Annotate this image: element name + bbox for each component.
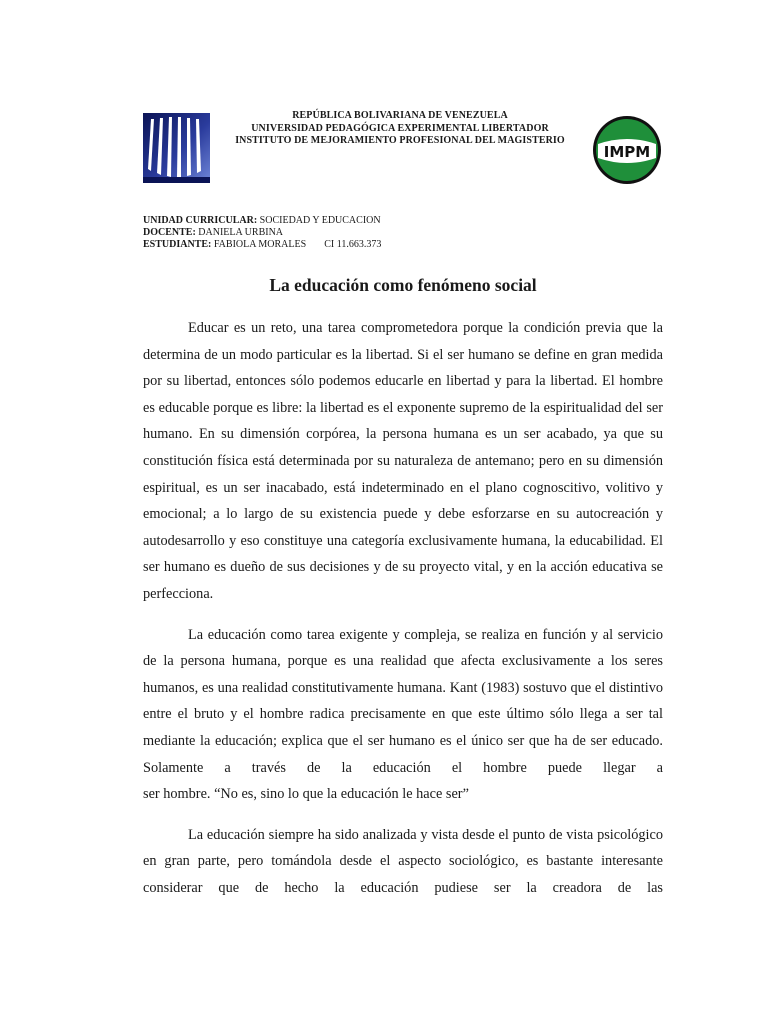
document-body [143,315,663,915]
teacher-label: DOCENTE: [143,227,196,238]
unit-value: SOCIEDAD Y EDUCACION [259,215,381,226]
header-line-country: REPÚBLICA BOLIVARIANA DE VENEZUELA [292,110,508,121]
teacher-value: DANIELA URBINA [198,227,284,238]
quote-text: ser hombre. “No es, sino lo que la educación le hace ser” [143,786,469,803]
institution-header [220,110,580,148]
paragraph-2: La educación como tarea exigente y compleja, se realiza en función y al servicio de la persona humana, porque es una realidad que afecta exclusivamente a los seres humanos, es una realidad constitutivamente humana. Kant (1983) sostuvo que el distintivo entre el bruto y el hombre radica precisamente en que este último sólo llega a ser tal mediante la educación; explica que el ser humano es el único ser que ha de ser educado. Solamente a través de la educación el hombre puede llegar a [143,626,663,776]
student-line [143,239,381,251]
header-line-institute: INSTITUTO DE MEJORAMIENTO PROFESIONAL DEL MAGISTERIO [235,135,565,146]
unit-label: UNIDAD CURRICULAR: [143,215,258,226]
course-unit-line [143,215,381,227]
paragraph-3: La educación siempre ha sido analizada y vista desde el punto de vista psicológico en gran parte, pero tomándola desde el aspecto sociológico, es bastante interesante considerar que de hecho la educación pudiese ser la creadora de las [143,826,663,896]
paragraph-1: Educar es un reto, una tarea comprometedora porque la condición previa que la determina de un modo particular es la libertad. Si el ser humano se define en gran medida por su libertad, entonces sólo podemos educarle en libertad y para la libertad. El hombre es educable porque es libre: la libertad es el exponente supremo de la espiritualidad del ser humano. En su dimensión corpórea, la persona humana es un ser acabado, ya que su constitución física está determinada por su naturaleza de antemano; pero en su dimensión espiritual, es un ser inacabado, está indeterminado en el plano cognoscitivo, volitivo y emocional; a lo largo de su existencia puede y debe esforzarse en su autocreación y autodesarrollo y eso constituye una categoría exclusivamente humana, la educabilidad. El ser humano es dueño de sus decisiones y de su proyecto vital, y en la acción educativa se perfecciona. [143,320,663,602]
impm-logo [592,114,662,186]
student-value: FABIOLA MORALES [213,239,307,250]
paragraph-2-end [143,781,663,808]
teacher-line [143,227,381,239]
student-label: ESTUDIANTE: [143,239,212,250]
upel-logo [143,113,210,183]
course-info [143,215,381,251]
student-id: CI 11.663.373 [324,239,382,250]
header-line-university: UNIVERSIDAD PEDAGÓGICA EXPERIMENTAL LIBERTADOR [251,122,549,134]
impm-logo-text: IMPM [603,143,651,161]
document-title: La educación como fenómeno social [269,275,537,295]
